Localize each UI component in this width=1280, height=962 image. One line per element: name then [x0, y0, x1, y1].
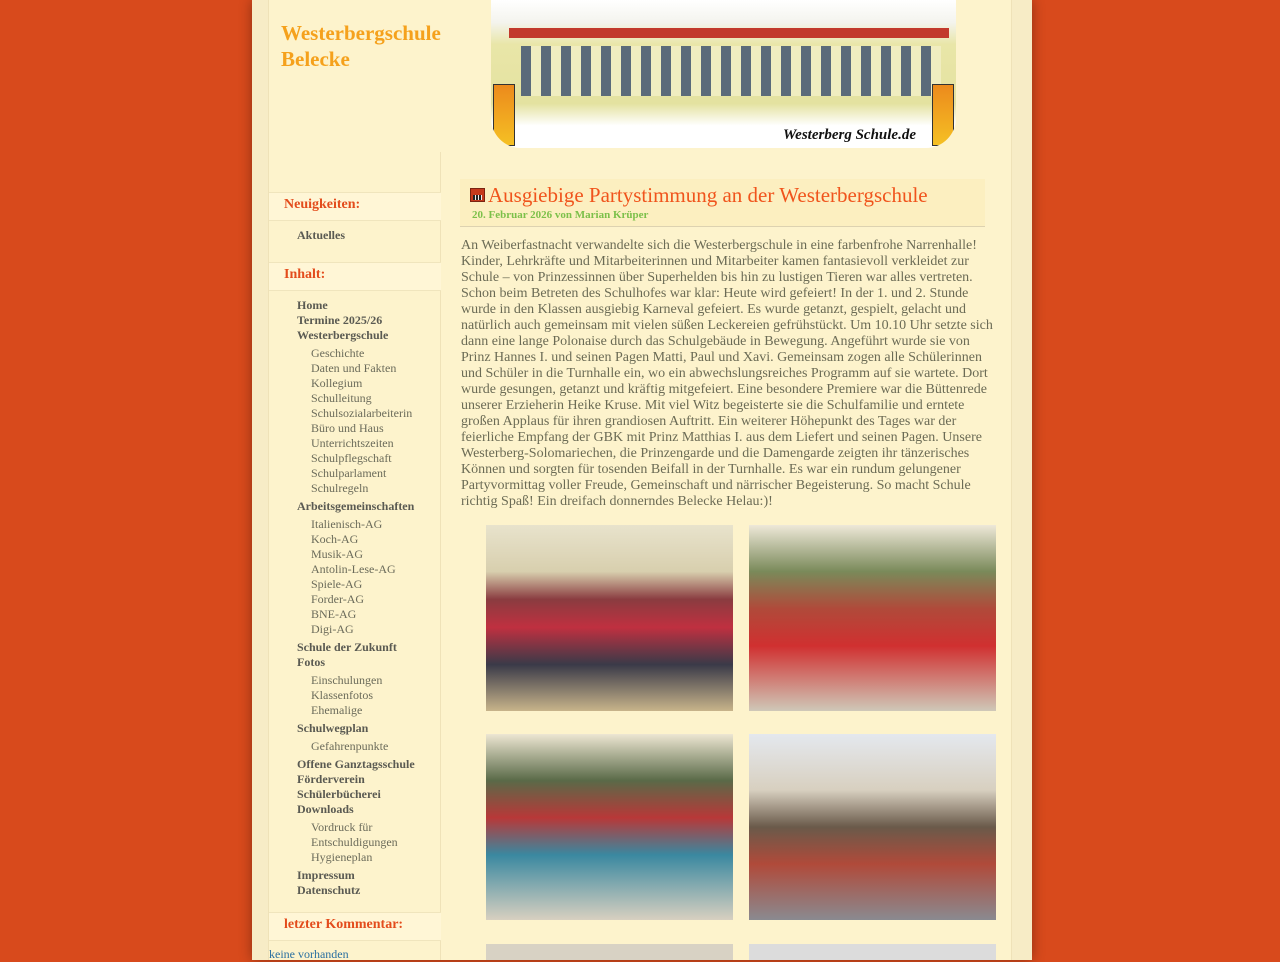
nav-item[interactable]: BNE-AG — [311, 607, 357, 621]
nav-item[interactable]: Ehemalige — [311, 703, 363, 717]
post-header — [460, 179, 985, 227]
nav-item[interactable]: Schülerbücherei — [297, 787, 381, 801]
nav-item[interactable]: Antolin-Lese-AG — [311, 562, 396, 576]
nav-item[interactable]: Schulparlament — [311, 466, 387, 480]
pencil-figure-icon — [493, 84, 515, 146]
main-content — [442, 152, 1012, 960]
content-heading: Inhalt: — [269, 262, 441, 291]
header-banner-image — [491, 0, 956, 148]
nav-item[interactable]: Spiele-AG — [311, 577, 363, 591]
site-title-line2[interactable]: Belecke — [281, 47, 350, 71]
content-nav — [297, 298, 415, 898]
photo-thumbnail[interactable] — [749, 734, 996, 920]
nav-item[interactable]: Daten und Fakten — [311, 361, 397, 375]
nav-item[interactable]: Westerbergschule — [297, 328, 389, 342]
page-wrapper — [252, 0, 1032, 960]
nav-item[interactable]: Musik-AG — [311, 547, 364, 561]
nav-item[interactable]: Geschichte — [311, 346, 365, 360]
banner-windows — [521, 46, 941, 96]
site-title[interactable] — [281, 20, 441, 72]
no-comments-text[interactable]: keine vorhanden — [269, 947, 349, 961]
nav-item[interactable]: Schulleitung — [311, 391, 372, 405]
nav-item[interactable]: Arbeitsgemeinschaften — [297, 499, 415, 513]
news-heading: Neuigkeiten: — [269, 192, 441, 221]
nav-item[interactable]: Hygieneplan — [311, 850, 373, 864]
pencil-figure-icon — [932, 84, 954, 146]
page-inner — [268, 0, 1012, 960]
nav-item[interactable]: Digi-AG — [311, 622, 354, 636]
sidebar — [269, 152, 441, 960]
nav-item[interactable]: Vordruck für — [311, 820, 373, 834]
nav-item[interactable]: Schule der Zukunft — [297, 640, 397, 654]
photo-thumbnail[interactable] — [486, 944, 733, 960]
banner-logo: Westerberg Schule.de — [782, 127, 916, 143]
nav-item[interactable]: Schulsozialarbeiterin — [311, 406, 413, 420]
nav-item[interactable]: Schulwegplan — [297, 721, 369, 735]
nav-item[interactable]: Home — [297, 298, 328, 312]
school-building-icon — [470, 188, 485, 202]
nav-item[interactable]: Italienisch-AG — [311, 517, 383, 531]
nav-item[interactable]: Forder-AG — [311, 592, 365, 606]
photo-thumbnail[interactable] — [749, 944, 996, 960]
nav-item[interactable]: Entschuldigungen — [311, 835, 398, 849]
nav-item[interactable]: Kollegium — [311, 376, 363, 390]
nav-item[interactable]: Downloads — [297, 802, 354, 816]
comment-heading: letzter Kommentar: — [269, 912, 441, 941]
nav-item[interactable]: Koch-AG — [311, 532, 359, 546]
nav-item[interactable]: Unterrichtszeiten — [311, 436, 394, 450]
post-meta: 20. Februar 2026 von Marian Krüper — [472, 209, 649, 221]
post-body: An Weiberfastnacht verwandelte sich die Westerbergschule in eine farbenfrohe Narrenhalle! Kinder, Lehrkräfte und Mitarbeiterinnen und Mitarbeiter kamen fantasievoll verkleidet zur Schule – von Prinzessinnen über Superhelden bis hin zu lustigen Tieren war alles vertreten. Schon beim Betreten des Schulhofes war klar: Heute wird gefeiert! In der 1. und 2. Stunde wurde in den Klassen ausgiebig Karneval gefeiert. Es wurde getanzt, gespielt, gelacht und natürlich auch gemeinsam mit vielen süßen Leckereien gefrühstückt. Um 10.10 Uhr setzte sich dann eine lange Polonaise durch das Schulgebäude in Bewegung. Angeführt wurde sie von Prinz Hannes I. und seinen Pagen Matti, Paul und Xavi. Gemeinsam zogen alle Schülerinnen und Schüler in die Turnhalle ein, wo ein abwechslungsreiches Programm auf sie wartete. Dort wurde gesungen, getanzt und kräftig mitgefeiert. Eine besondere Premiere war die Büttenrede unserer Erzieherin Heike Kruse. Mit viel Witz begeisterte sie die Schulfamilie und erntete großen Applaus für ihren grandiosen Auftritt. Ein weiterer Höhepunkt des Tages war der feierliche Empfang der GBK mit Prinz Matthias I. aus dem Liefert und seinen Pagen. Unsere Westerberg-Solomariechen, die Prinzengarde und die Damengarde zeigten ihr tänzerisches Können und sorgten für tosenden Beifall in der Turnhalle. Es war ein rundum gelungener Partyvormittag voller Freude, Gemeinschaft und närrischer Begeisterung. So macht Schule richtig Spaß! Ein dreifach donnerndes Belecke Helau:)! — [461, 238, 993, 509]
nav-item[interactable]: Fotos — [297, 655, 325, 669]
nav-item[interactable]: Impressum — [297, 868, 355, 882]
nav-item[interactable]: Einschulungen — [311, 673, 383, 687]
news-item-aktuelles[interactable]: Aktuelles — [297, 228, 345, 242]
nav-item[interactable]: Schulpflegschaft — [311, 451, 392, 465]
post-title[interactable]: Ausgiebige Partystimmung an der Westerbergschule — [488, 183, 928, 207]
news-list — [297, 228, 345, 243]
nav-item[interactable]: Gefahrenpunkte — [311, 739, 389, 753]
nav-item[interactable]: Förderverein — [297, 772, 365, 786]
photo-thumbnail[interactable] — [486, 525, 733, 711]
nav-item[interactable]: Datenschutz — [297, 883, 361, 897]
nav-item[interactable]: Büro und Haus — [311, 421, 384, 435]
nav-item[interactable]: Klassenfotos — [311, 688, 373, 702]
site-title-line1[interactable]: Westerbergschule — [281, 21, 441, 45]
nav-item[interactable]: Termine 2025/26 — [297, 313, 383, 327]
nav-item[interactable]: Schulregeln — [311, 481, 369, 495]
banner-roof — [509, 28, 949, 38]
photo-thumbnail[interactable] — [486, 734, 733, 920]
photo-thumbnail[interactable] — [749, 525, 996, 711]
nav-item[interactable]: Offene Ganztagsschule — [297, 757, 415, 771]
